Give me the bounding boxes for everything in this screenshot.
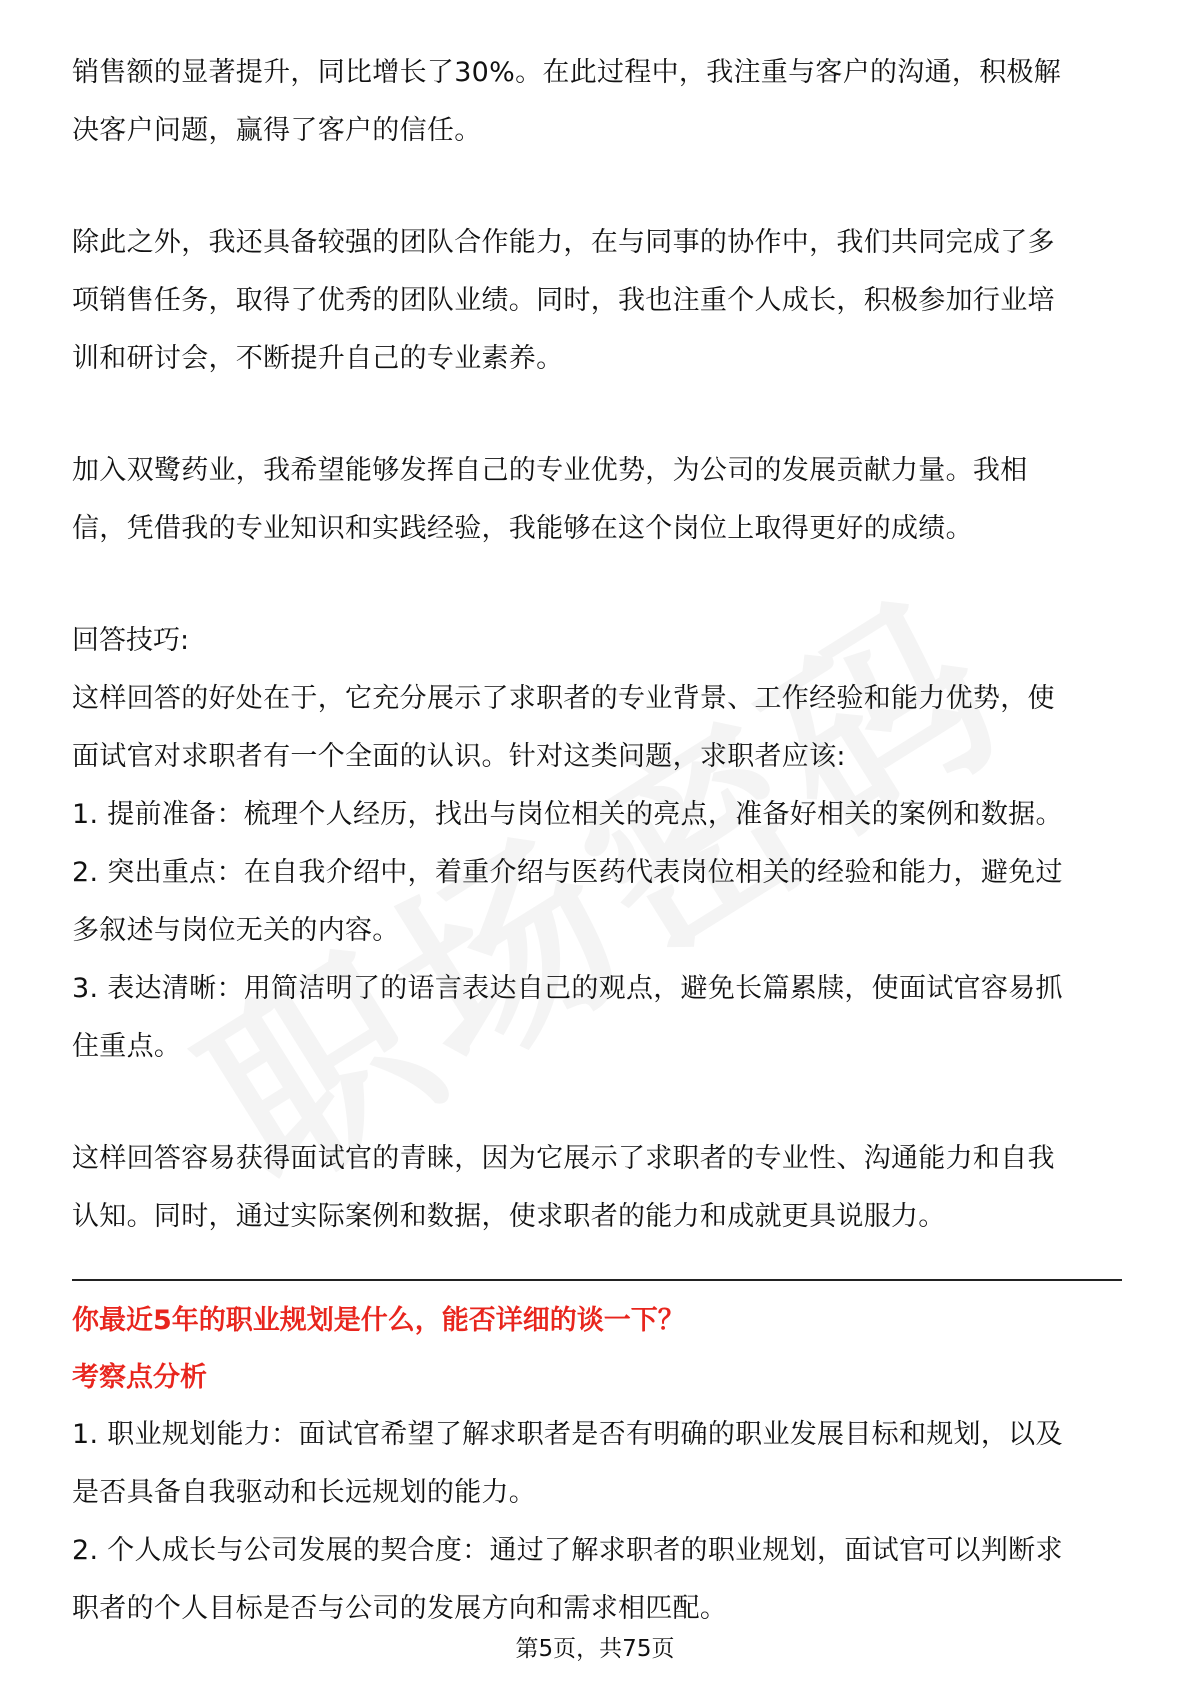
text-line: 销售额的显著提升，同比增长了30%。在此过程中，我注重与客户的沟通，积极解 [72, 57, 1062, 88]
text-line: 面试官对求职者有一个全面的认识。针对这类问题，求职者应该: [72, 741, 846, 772]
text-line: 住重点。 [72, 1031, 182, 1062]
tips-item-1 [72, 786, 1122, 844]
next-question-section [72, 1292, 1122, 1638]
paragraph-join-company [72, 442, 1122, 558]
text-line: 加入双鹭药业，我希望能够发挥自己的专业优势，为公司的发展贡献力量。我相 [72, 455, 1028, 486]
tips-lead [72, 670, 1122, 786]
paragraph-sales-result [72, 44, 1122, 160]
tips-label: 回答技巧: [72, 625, 190, 656]
text-line: 训和研讨会，不断提升自己的专业素养。 [72, 343, 564, 374]
answer-body [72, 44, 1122, 1246]
text-line: 职者的个人目标是否与公司的发展方向和需求相匹配。 [72, 1593, 728, 1624]
text-line: 这样回答容易获得面试官的青睐，因为它展示了求职者的专业性、沟通能力和自我 [72, 1143, 1055, 1174]
text-line: 2. 个人成长与公司发展的契合度：通过了解求职者的职业规划，面试官可以判断求 [72, 1535, 1063, 1566]
analysis-subhead: 考察点分析 [72, 1362, 207, 1393]
text-line: 2. 突出重点：在自我介绍中，着重介绍与医药代表岗位相关的经验和能力，避免过 [72, 857, 1063, 888]
text-line: 1. 职业规划能力：面试官希望了解求职者是否有明确的职业发展目标和规划，以及 [72, 1419, 1063, 1450]
text-line: 是否具备自我驱动和长远规划的能力。 [72, 1477, 537, 1508]
tips-closing [72, 1130, 1122, 1246]
analysis-item-2 [72, 1522, 1122, 1638]
text-line: 信，凭借我的专业知识和实践经验，我能够在这个岗位上取得更好的成绩。 [72, 513, 973, 544]
text-line: 3. 表达清晰：用简洁明了的语言表达自己的观点，避免长篇累牍，使面试官容易抓 [72, 973, 1063, 1004]
text-line: 1. 提前准备：梳理个人经历，找出与岗位相关的亮点，准备好相关的案例和数据。 [72, 799, 1063, 830]
analysis-item-1 [72, 1406, 1122, 1522]
question-title: 你最近5年的职业规划是什么，能否详细的谈一下？ [72, 1305, 685, 1336]
text-line: 这样回答的好处在于，它充分展示了求职者的专业背景、工作经验和能力优势，使 [72, 683, 1055, 714]
text-line: 多叙述与岗位无关的内容。 [72, 915, 400, 946]
text-line: 除此之外，我还具备较强的团队合作能力，在与同事的协作中，我们共同完成了多 [72, 227, 1055, 258]
text-line: 决客户问题，赢得了客户的信任。 [72, 115, 482, 146]
text-line: 认知。同时，通过实际案例和数据，使求职者的能力和成就更具说服力。 [72, 1201, 946, 1232]
tips-item-3 [72, 960, 1122, 1076]
paragraph-teamwork [72, 214, 1122, 388]
text-line: 项销售任务，取得了优秀的团队业绩。同时，我也注重个人成长，积极参加行业培 [72, 285, 1055, 316]
section-divider [72, 1279, 1122, 1281]
tips-item-2 [72, 844, 1122, 960]
page-number: 第5页，共75页 [515, 1636, 675, 1662]
